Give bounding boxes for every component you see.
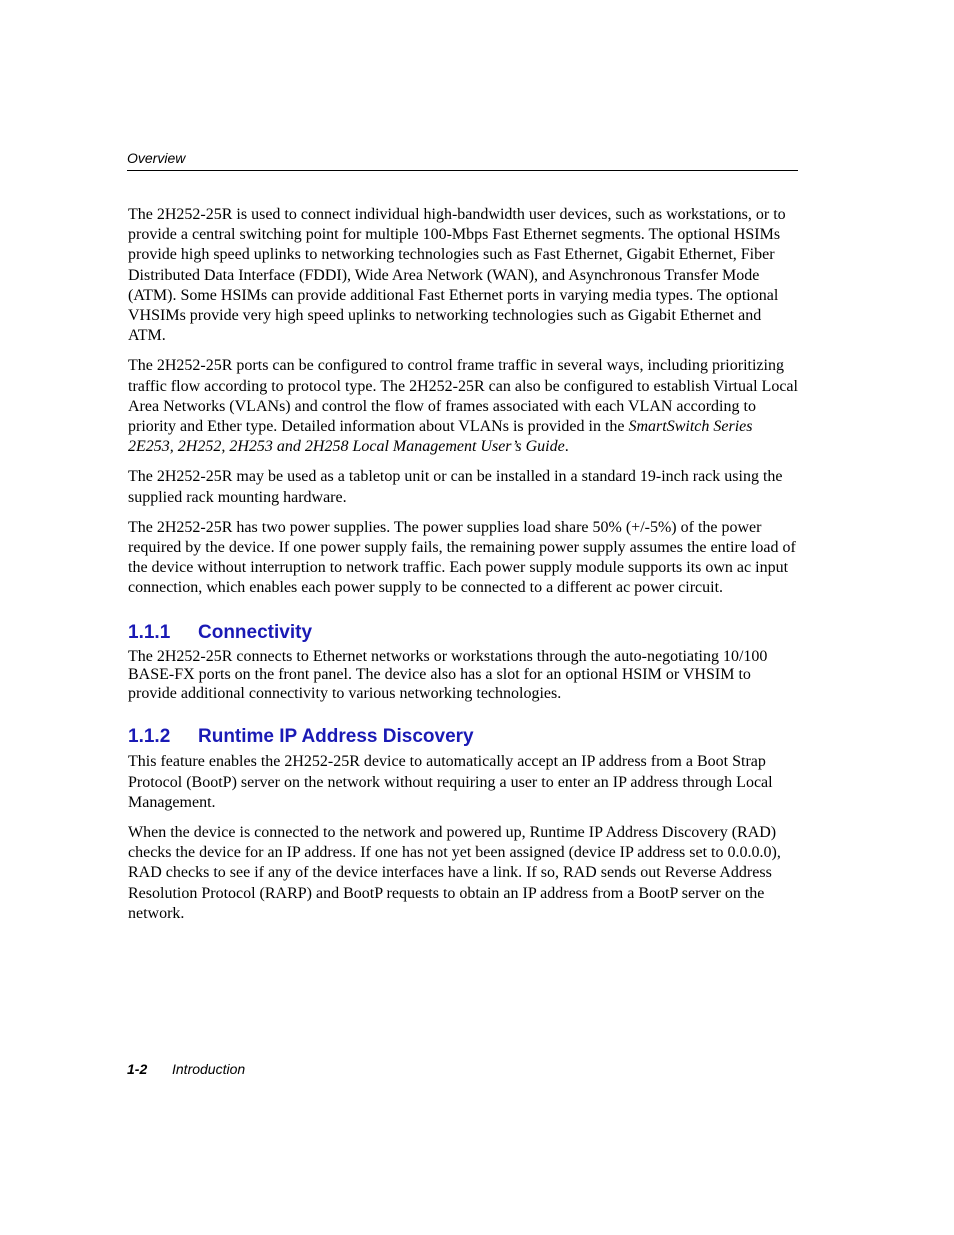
- intro-paragraph-4: The 2H252-25R has two power supplies. The power supplies load share 50% (+/-5%) of the power required by the device. If one power supply fails, the remaining power supply assumes the entire load of the device without interruption to network traffic. Each power supply module supports its own ac input connection, which enables each power supply to be connected to a different ac power circuit.: [128, 518, 796, 597]
- connectivity-paragraph: The 2H252-25R connects to Ethernet networks or workstations through the auto-negotiating 10/100 BASE-FX ports on the front panel. The device also has a slot for an optional HSIM or VHSIM to provide additional connectivity to various networking technologies.: [128, 647, 768, 702]
- intro-paragraph-2-end: .: [564, 438, 569, 456]
- intro-paragraph-2: [128, 356, 800, 457]
- rad-heading: [128, 726, 800, 748]
- chapter-title: Introduction: [172, 1061, 246, 1077]
- intro-paragraph-3: The 2H252-25R may be used as a tabletop unit or can be installed in a standard 19-inch rack using the supplied rack mounting hardware.: [128, 468, 783, 506]
- rad-section-title: Runtime IP Address Discovery: [198, 726, 474, 748]
- intro-paragraph-2-text: The 2H252-25R ports can be configured to control frame traffic in several ways, including prioritizing traffic flow according to protocol type. The 2H252-25R can also be configured to establish Virtual Local Area Networks (VLANs) and control the flow of frames associated with each VLAN according to priority and Ether type. Detailed information about VLANs is provided in the: [128, 357, 798, 436]
- guide-title-reference: SmartSwitch Series 2E253, 2H252, 2H253 and 2H258 Local Management User’s Guide: [128, 418, 753, 456]
- connectivity-section-title: Connectivity: [198, 621, 313, 643]
- rad-paragraph-1: This feature enables the 2H252-25R device to automatically accept an IP address from a Boot Strap Protocol (BootP) server on the network without requiring a user to enter an IP address through Local Management.: [128, 753, 773, 811]
- intro-paragraph-1: The 2H252-25R is used to connect individual high-bandwidth user devices, such as workstations, or to provide a central switching point for multiple 100-Mbps Fast Ethernet segments. The optional HSIMs provide high speed uplinks to networking technologies such as Fast Ethernet, Gigabit Ethernet, Fiber Distributed Data Interface (FDDI), Wide Area Network (WAN), and Asynchronous Transfer Mode (ATM). Some HSIMs can provide additional Fast Ethernet ports in varying media types. The optional VHSIMs provide very high speed uplinks to networking technologies such as Gigabit Ethernet and ATM.: [128, 206, 786, 345]
- running-header-title: Overview: [127, 150, 186, 166]
- rad-paragraph-2: When the device is connected to the network and powered up, Runtime IP Address Discovery (RAD) checks the device for an IP address. If one has not yet been assigned (device IP address set to 0.0.0.0), RAD checks to see if any of the device interfaces have a link. If so, RAD sends out Reverse Address Resolution Protocol (RARP) and BootP requests to obtain an IP address from a BootP server on the network.: [128, 824, 781, 922]
- page-number: 1-2: [127, 1061, 148, 1077]
- running-header: [127, 148, 798, 171]
- rad-section-number: 1.1.2: [128, 726, 171, 748]
- connectivity-heading: [128, 622, 800, 644]
- page-footer: [127, 1059, 245, 1079]
- page-content: [128, 205, 800, 934]
- connectivity-section-number: 1.1.1: [128, 621, 171, 643]
